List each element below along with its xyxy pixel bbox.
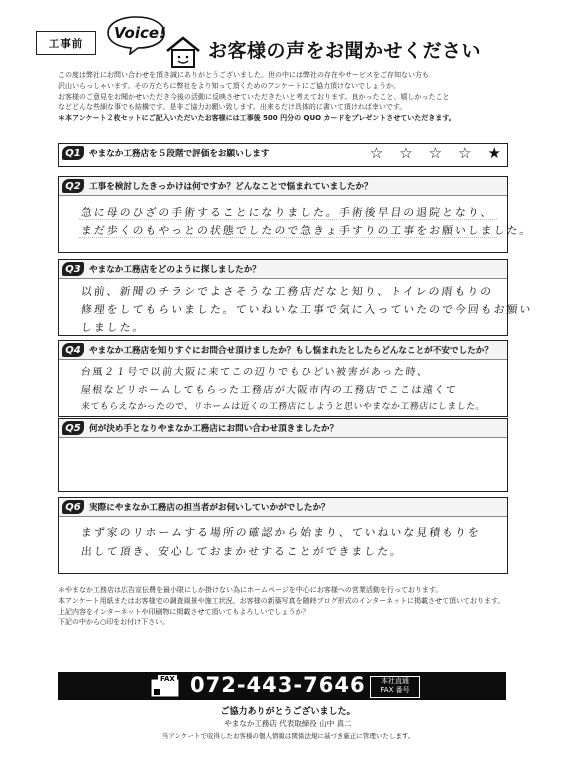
question-number: Q3 bbox=[62, 262, 84, 276]
question-q2 bbox=[58, 176, 534, 253]
fax-direct-badge bbox=[370, 676, 420, 698]
intro-text bbox=[58, 70, 528, 124]
consent-notes bbox=[58, 585, 528, 628]
answer-line: 出して頂き、安心しておまかせすることができました。 bbox=[80, 545, 404, 558]
answer-line: 急に母のひざの手術することになりました。手術後早目の退院となり、 bbox=[80, 206, 495, 219]
question-text: 何が決め手となりやまなか工務店にお問い合わせ頂きましたか？ bbox=[89, 424, 339, 434]
answer-line: 修理をしてもらいました。ていねいな工事で気に入っていたので今回もお願い bbox=[80, 303, 534, 316]
answer-line: まだ歩くのもやっとの状態でしたので急きょ手すりの工事をお願いしました。 bbox=[80, 224, 534, 237]
fax-number: 072-443-7646 bbox=[190, 673, 366, 697]
star-icon[interactable]: ☆ bbox=[399, 144, 413, 162]
intro-line: お客様のご意見をお聞かせいただき今後の活動に反映させていただきたいと考えております。良かったこと、嬉しかったこと bbox=[58, 92, 450, 101]
intro-line: などどんな些細な事でも結構です。是非ご協力お願い致します。出来るだけ具体的に書いて頂ければ幸いです。 bbox=[58, 103, 407, 112]
question-text: やまなか工務店を５段階で評価をお願いします bbox=[89, 149, 270, 159]
voice-label: Voice! bbox=[114, 24, 166, 42]
note-line: ＊やまなか工務店は広告宣伝費を最小限にしか掛けない為にホームページを中心にお客様への営業活動を行っております。 bbox=[58, 586, 443, 594]
answer-line: 来てもらえなかったので、リホームは近くの工務店にしようと思いやまなか工務店にしました。 bbox=[80, 402, 486, 412]
answer-line: 台風２１号で以前大阪に来てこの辺りでもひどい被害があった時、 bbox=[80, 367, 430, 378]
note-line: 下記の中から○印をお付け下さい。 bbox=[58, 618, 170, 627]
star-icon[interactable]: ☆ bbox=[458, 144, 472, 162]
house-icon bbox=[163, 34, 203, 70]
answer-line: まず家のリホームする場所の確認から始まり、ていねいな見積もりを bbox=[80, 526, 482, 539]
answer-line: 屋根などリホームしてもらった工務店が大阪市内の工務店でここは遠くて bbox=[80, 385, 458, 396]
question-text: 工事を検討したきっかけは何ですか？どんなことで悩まれていましたか？ bbox=[89, 182, 373, 192]
question-number: Q4 bbox=[62, 343, 84, 357]
question-text: 実際にやまなか工務店の担当者がお伺いしていかがでしたか？ bbox=[89, 503, 330, 513]
status-badge: 工事前 bbox=[36, 31, 96, 55]
question-text: やまなか工務店をどのように探しましたか？ bbox=[89, 265, 261, 275]
answer-line: 以前、新聞のチラシでよさそうな工務店だなと知り、トイレの雨もりの bbox=[80, 285, 494, 298]
intro-line: 沢山いらっしゃいます。その方たちに弊社をより知って頂くためのアンケートにご協力頂けないでしょうか。 bbox=[58, 81, 401, 90]
intro-line: ＊本アンケート２枚セットにご記入いただいたお客様には工事後 500 円分の QUO カードをプレゼントさせていただきます。 bbox=[58, 114, 456, 123]
question-number: Q5 bbox=[62, 421, 84, 435]
star-icon[interactable]: ☆ bbox=[369, 144, 384, 162]
question-q3 bbox=[58, 259, 534, 336]
fax-badge-line: FAX 番号 bbox=[380, 686, 410, 694]
privacy-footer: 当アンケートで収得したお客様の個人情報は関係法規に基づき厳正に管理いたします。 bbox=[161, 732, 415, 740]
question-header bbox=[59, 144, 507, 162]
answer-line: しました。 bbox=[80, 321, 147, 334]
question-q4 bbox=[58, 340, 508, 417]
fax-label: FAX bbox=[160, 675, 175, 683]
note-line: 上記内容をインターネットや印刷物に掲載させて頂いてもよろしいでしょうか？ bbox=[58, 607, 310, 616]
question-number: Q1 bbox=[62, 146, 84, 160]
page-title: お客様の声をお聞かせください bbox=[208, 40, 482, 62]
signature: やまなか工務店 代表取締役 山中 真二 bbox=[224, 719, 352, 728]
question-q6 bbox=[58, 497, 508, 574]
star-icon[interactable]: ☆ bbox=[428, 144, 443, 162]
question-text: やまなか工務店を知りすぐにお問合せ頂けましたか？もし悩まれたとしたらどんなことが不安でしたか？ bbox=[89, 346, 493, 356]
intro-line: この度は弊社にお問い合わせを頂き誠にありがとうございました。世の中には弊社の存在やサービスをご存知ない方も bbox=[58, 71, 429, 79]
star-icon[interactable]: ★ bbox=[487, 144, 501, 162]
question-q1 bbox=[58, 143, 508, 167]
fax-badge-line: 本社直通 bbox=[381, 677, 409, 685]
question-number: Q6 bbox=[62, 500, 84, 514]
note-line: 本アンケート用紙またはお客様宅の調査風景や施工状況、お客様の新築写真を随時ブログ形式のインターネットに掲載させて頂いております。 bbox=[58, 596, 505, 605]
question-number: Q2 bbox=[62, 179, 84, 193]
thanks-text: ご協力ありがとうございました。 bbox=[220, 707, 356, 717]
question-q5 bbox=[58, 418, 508, 492]
rating-stars[interactable] bbox=[370, 145, 501, 161]
